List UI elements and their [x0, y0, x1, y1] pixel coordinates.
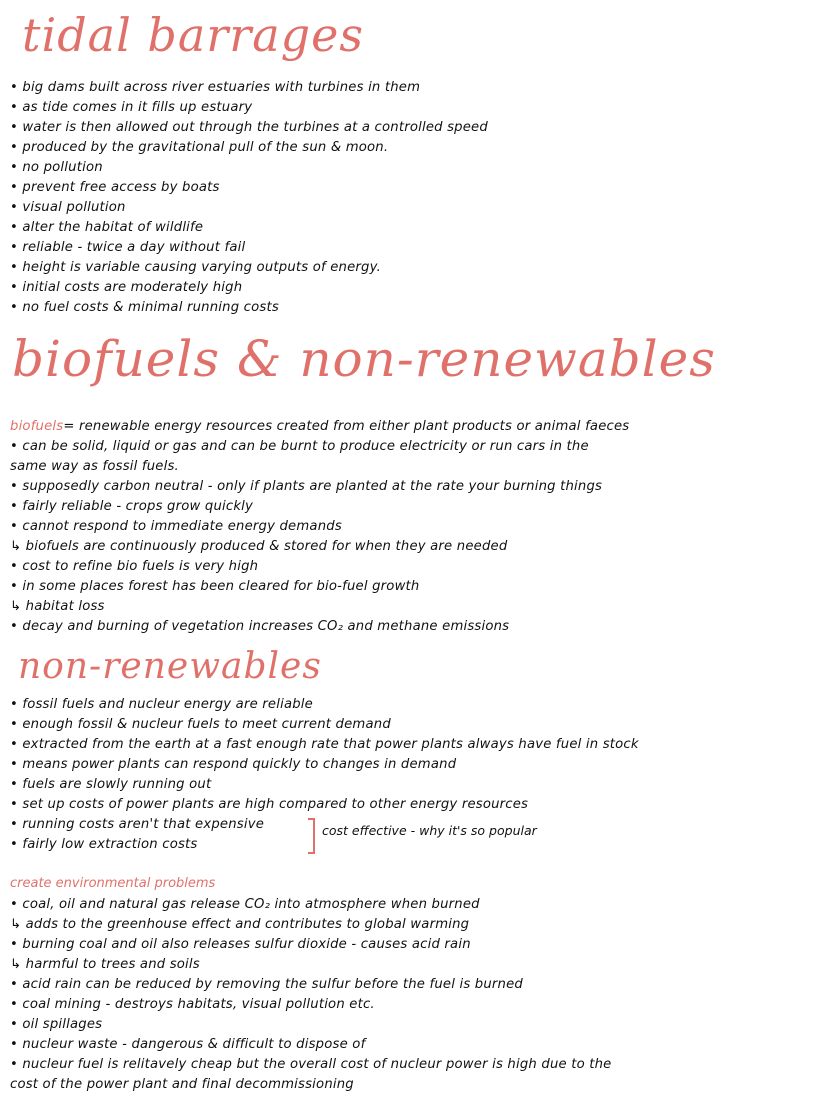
list-item: • nucleur fuel is relitavely cheap but the overall cost of nucleur power is high due to the [10, 1057, 612, 1072]
list-item: • visual pollution [10, 200, 126, 215]
list-item: • decay and burning of vegetation increases CO₂ and methane emissions [10, 619, 510, 634]
heading-non-renewables: non-renewables [18, 646, 322, 687]
term-biofuels: biofuels [10, 419, 64, 434]
list-item: ↳ biofuels are continuously produced & stored for when they are needed [10, 539, 508, 554]
list-item: ↳ harmful to trees and soils [10, 957, 200, 972]
list-item: • set up costs of power plants are high compared to other energy resources [10, 797, 529, 812]
list-item: • fairly reliable - crops grow quickly [10, 499, 254, 514]
list-item: • reliable - twice a day without fail [10, 240, 246, 255]
list-item: • coal mining - destroys habitats, visual pollution etc. [10, 997, 375, 1012]
list-item: • supposedly carbon neutral - only if plants are planted at the rate your burning things [10, 479, 603, 494]
list-item: • no pollution [10, 160, 103, 175]
list-item: • means power plants can respond quickly to changes in demand [10, 757, 457, 772]
list-item: • coal, oil and natural gas release CO₂ into atmosphere when burned [10, 897, 480, 912]
bracket-note: cost effective - why it's so popular [322, 823, 537, 838]
list-item: • burning coal and oil also releases sulfur dioxide - causes acid rain [10, 937, 471, 952]
list-item: • produced by the gravitational pull of the sun & moon. [10, 140, 389, 155]
list-item: same way as fossil fuels. [10, 459, 179, 474]
list-item: • cannot respond to immediate energy demands [10, 519, 342, 534]
heading-tidal-barrages: tidal barrages [22, 8, 364, 62]
list-item: ↳ adds to the greenhouse effect and contributes to global warming [10, 917, 470, 932]
list-item: • as tide comes in it fills up estuary [10, 100, 253, 115]
list-item: • oil spillages [10, 1017, 103, 1032]
heading-biofuels-non-renewables: biofuels & non-renewables [12, 330, 716, 388]
list-item: • initial costs are moderately high [10, 280, 243, 295]
bracket-divider [308, 818, 315, 854]
list-item: • acid rain can be reduced by removing the sulfur before the fuel is burned [10, 977, 523, 992]
subheading-environmental-problems: create environmental problems [10, 876, 216, 891]
list-item: • prevent free access by boats [10, 180, 220, 195]
list-item: • big dams built across river estuaries with turbines in them [10, 80, 421, 95]
list-item: • cost to refine bio fuels is very high [10, 559, 259, 574]
list-item: • in some places forest has been cleared for bio-fuel growth [10, 579, 420, 594]
list-item: • water is then allowed out through the turbines at a controlled speed [10, 120, 488, 135]
definition-text: = renewable energy resources created from either plant products or animal faeces [63, 419, 630, 434]
list-item: • alter the habitat of wildlife [10, 220, 204, 235]
list-item: • height is variable causing varying outputs of energy. [10, 260, 381, 275]
list-item: ↳ habitat loss [10, 599, 105, 614]
list-item: • no fuel costs & minimal running costs [10, 300, 279, 315]
list-item: • fuels are slowly running out [10, 777, 212, 792]
list-item: • enough fossil & nucleur fuels to meet current demand [10, 717, 391, 732]
list-item: cost of the power plant and final decommissioning [10, 1077, 354, 1092]
list-item: • running costs aren't that expensive [10, 817, 265, 832]
list-item: • extracted from the earth at a fast enough rate that power plants always have fuel in stock [10, 737, 639, 752]
list-item: • fairly low extraction costs [10, 837, 198, 852]
list-item: • fossil fuels and nucleur energy are reliable [10, 697, 313, 712]
definition-line [10, 418, 629, 436]
list-item: • can be solid, liquid or gas and can be burnt to produce electricity or run cars in the [10, 439, 589, 454]
list-item: • nucleur waste - dangerous & difficult to dispose of [10, 1037, 366, 1052]
